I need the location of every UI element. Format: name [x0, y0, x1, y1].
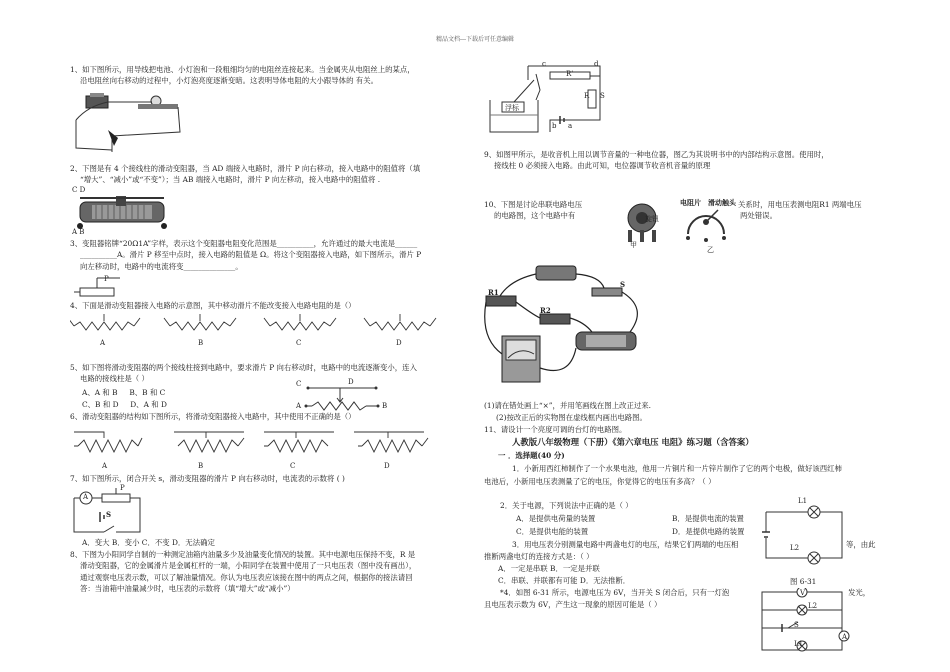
left-q3: [70, 238, 421, 272]
right-q1-a: 1．小新用西红柿制作了一个水果电池，他用一片铜片和一片锌片制作了它的两个电极，做好该西红柿: [512, 464, 842, 473]
q5-label-a: A: [296, 402, 302, 410]
q5-label-c: C: [296, 380, 302, 388]
text-line: __________A。滑片 P 移至中点时，接入电路的阻值是 Ω。将这个变阻器接入电路，如下图所示，滑片 P: [80, 250, 422, 260]
q8-label-r-prime: R': [566, 70, 574, 78]
text-line: “增大”、“减小”或“不变”）；当 AB 端接入电路时，滑片 P 向左移动，接入电路中的阻值将 .: [80, 175, 381, 185]
fig-yi-label: 乙: [707, 246, 714, 254]
right-q3-a: 3．用电压表分别测量电路中两盏电灯的电压，结果它们两端的电压相: [512, 540, 739, 549]
q3-options-1: A．一定是串联 B．一定是并联: [498, 564, 600, 573]
q1-circuit-figure: [68, 92, 188, 154]
text-line: 答：当油箱中油量减少时，电压表的示数将（填“增大”或“减小”）: [80, 584, 295, 594]
q10-task-2: (2)按改正后的实物图在虚线框内画出电路图。: [496, 413, 647, 422]
q7-ammeter-label: A: [83, 493, 89, 501]
label-p: P: [104, 275, 109, 283]
q10-task-1: (1)请在错处画上“×”，并用笔画线在图上改正过来.: [484, 401, 651, 410]
section-heading: 一 ．选择题(40 分): [498, 451, 565, 460]
q8-label-b: b: [552, 122, 557, 130]
q6-option-c: C: [290, 462, 296, 470]
fig-l1-label: L1: [794, 640, 804, 648]
fig-6-31-circuit: [758, 588, 850, 654]
q8-oil-tank-figure: [480, 60, 610, 140]
q4-option-b: B: [198, 339, 204, 347]
label-r2: R2: [540, 306, 551, 315]
label-c: C D: [72, 186, 86, 194]
fig-ammeter-label: A: [842, 633, 848, 641]
right-q3-c: 推断两盏电灯的连接方式是：（ ）: [484, 552, 594, 561]
left-q4: 4、下面是滑动变阻器接入电路的示意图，其中移动滑片不能改变接入电路电阻的是（）: [70, 301, 356, 310]
q7-options: A．变大 B．变小 C．不变 D．无法确定: [82, 538, 215, 547]
left-q2: [70, 163, 420, 186]
q5-options-ab: A、A 和 B B、B 和 C: [82, 388, 166, 397]
text-line: 3、变阻器铭牌“20Ω1A”字样，表示这个变阻器电阻变化范围是__________，允许通过的最大电流是______: [70, 239, 418, 248]
q8-label-a: a: [568, 122, 573, 130]
q5-options-cd: C、B 和 D D、A 和 D: [82, 400, 167, 409]
q7-label-p: P: [120, 484, 125, 492]
left-q7: 7、如下图所示，闭合开关 s，滑动变阻器的滑片 P 向右移动时，电流表的示数将 ( ): [70, 474, 345, 483]
left-q1: [70, 64, 415, 87]
q5-label-b: B: [382, 402, 388, 410]
q7-label-s: S: [106, 510, 112, 519]
left-q8: [70, 549, 416, 595]
text-line: 2、下图是有 4 个接线柱的滑动变阻器，当 AD 端接入电路时，滑片 P 向右移动，接入电路中的阻值将（填: [70, 164, 421, 173]
q4-option-a: A: [100, 339, 106, 347]
right-q2: 2．关于电源，下列说法中正确的是（ ）: [500, 501, 633, 510]
text-line: 关系时，用电压表测电阻R1 两端电压: [738, 200, 862, 209]
q2-option-d: D．是提供电路的装置: [672, 527, 745, 536]
q3-two-lamp-figure: [762, 500, 844, 570]
fig-l2-label: L2: [808, 602, 818, 610]
q5-label-d: D: [348, 378, 354, 386]
right-q4-a: *4．如图 6-31 所示，电源电压为 6V，当开关 S 闭合后，只有一灯泡: [500, 588, 730, 597]
text-line: 滑动变阻器，它的金属滑片是金属杠杆的一端，小阳同学在装置中使用了一只电压表（图中没有画出），: [80, 561, 417, 571]
q10-real-circuit-figure: [480, 258, 660, 396]
text-line: 电路的接线柱是（ ）: [80, 374, 149, 384]
label-switch-s: S: [620, 280, 626, 289]
fig-6-31-caption: 图 6-31: [790, 577, 817, 586]
q8-label-float: 浮标: [505, 104, 519, 112]
right-q10-start: [484, 199, 582, 222]
text-line: 接线柱 0 必须接入电路。由此可知，电位器调节收音机音量的原理: [494, 161, 711, 171]
page-header: 精品文档---下载后可任意编辑: [435, 36, 515, 43]
left-q6: 6、滑动变阻器的结构如下图所示，将滑动变阻器接入电路中，其中使用不正确的是（）: [70, 412, 356, 421]
q6-option-d: D: [384, 462, 390, 470]
q2-option-b: B．是提供电流的装置: [672, 514, 744, 523]
text-line: 通过观察电压表示数，可以了解油量情况。你认为电压表应该接在图中的两点之间，根据你的接法请回: [80, 572, 413, 582]
right-q4-c: 且电压表示数为 6V，产生这一现象的原因可能是（ ）: [484, 600, 662, 609]
q4-option-d: D: [396, 339, 402, 347]
potentiometer-photo-figure: [616, 196, 672, 246]
right-q3-b: 等，由此: [846, 540, 876, 549]
q3-label-l1: L1: [798, 497, 808, 505]
q2-rheostat-figure: [72, 190, 172, 232]
q2-option-a: A．是提供电荷量的装置: [516, 514, 596, 523]
q6-option-b: B: [198, 462, 204, 470]
q4-options-figure: [70, 312, 460, 334]
exercise-title: 人教版八年级物理（下册）《第六章电压 电阻》练习题（含答案）: [512, 437, 754, 447]
text-line: 10、下图是讨论串联电路电压: [484, 200, 583, 209]
text-line: 1、如下图所示，用导线把电池、小灯泡和一段粗细均匀的电阻丝连接起来。当金属夹从电阻丝上的某点，: [70, 65, 415, 74]
fig-voltmeter-label: V: [800, 589, 806, 597]
q4-option-c: C: [296, 339, 302, 347]
right-q4-b: 发光，: [848, 588, 871, 597]
q2-option-c: C．是提供电能的装置: [516, 527, 589, 536]
q3-options-2: C．串联、并联都有可能 D．无法推断．: [498, 576, 631, 585]
knob-label: 旋钮: [645, 215, 659, 223]
fig-jia-label: 甲: [630, 241, 637, 249]
q8-label-r: R: [584, 92, 590, 100]
q6-option-a: A: [102, 462, 108, 470]
slider-contact-label: 滑动触头: [708, 198, 736, 207]
q8-label-d: d: [594, 60, 599, 68]
text-line: 9、如图甲所示，是收音机上用以调节音量的一种电位器，图乙为其说明书中的内部结构示意图。使用时，: [484, 150, 829, 159]
text-line: 5、如下图将滑动变阻器的两个接线柱接到电路中，要求滑片 P 向右移动时，电路中的电流逐渐变小，连入: [70, 363, 417, 372]
right-q11: 11、请设计一个亮度可调的台灯的电路图。: [484, 425, 627, 434]
q8-label-c: c: [542, 60, 546, 68]
q8-label-s: S: [600, 92, 605, 100]
text-line: 8、下图为小阳同学自制的一种测定油箱内油量多少及油量变化情况的装置。其中电源电压保持不变，R 是: [70, 550, 416, 559]
label-r1: R1: [488, 288, 499, 297]
q6-options-figure: [74, 426, 464, 460]
q3-rheostat-symbol: [74, 276, 124, 302]
label-ab: A B: [72, 228, 85, 236]
right-q1-b: 电池后，小新用电压表测量了它的电压，你觉得它的电压有多高？（ ）: [484, 477, 716, 486]
fig-switch-label: S: [794, 621, 799, 629]
text-line: 两处错误。: [740, 211, 777, 221]
text-line: 向左移动时，电路中的电流将变______________。: [80, 261, 243, 271]
right-q10-end: [738, 199, 861, 222]
text-line: 的电路图，这个电路中有: [494, 211, 576, 221]
text-line: 沿电阻丝向右移动的过程中，小灯泡亮度逐渐变暗。这表明导体电阻的大小跟导体的 有关。: [80, 76, 378, 86]
q3-label-l2: L2: [790, 544, 800, 552]
right-q9: [484, 149, 829, 172]
resistor-sheet-label: 电阻片: [680, 198, 701, 207]
